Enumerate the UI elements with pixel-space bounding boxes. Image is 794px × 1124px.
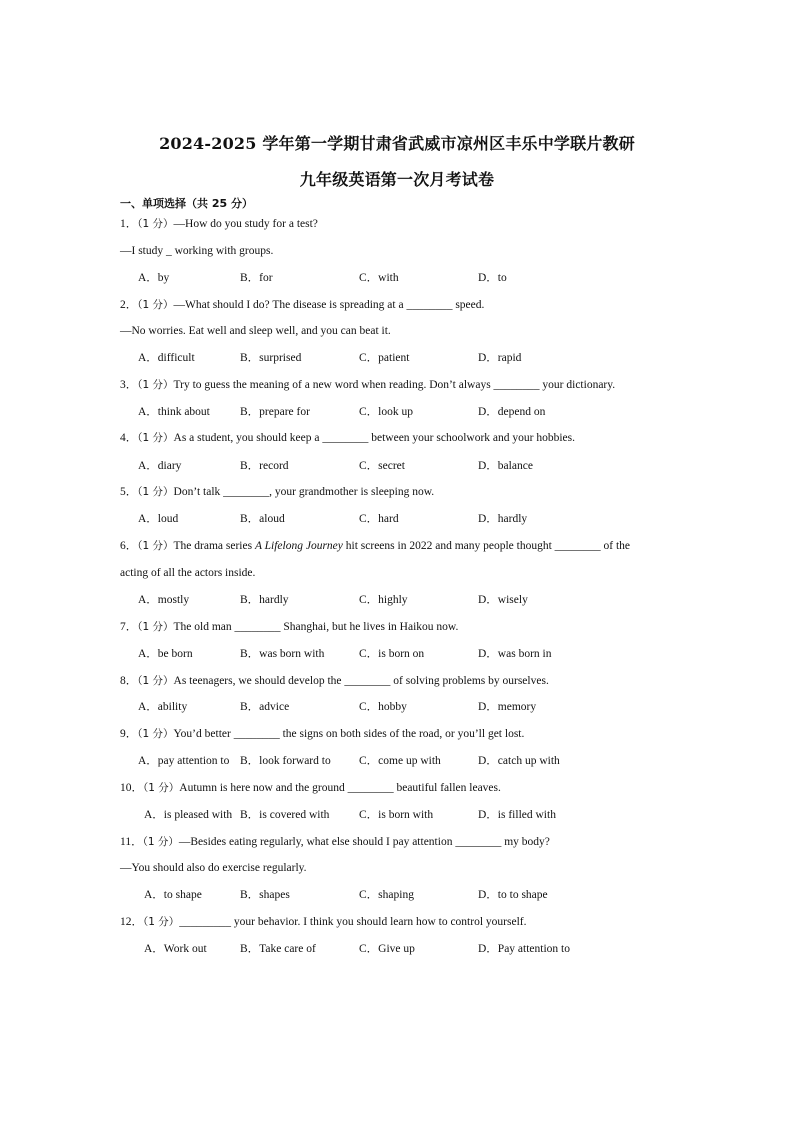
question-8-stem: 8．（1 分）As teenagers, we should develop the ________ of solving problems by ourselves. [120, 675, 549, 687]
option-b: B．Take care of [240, 943, 316, 955]
option-b: B．record [240, 460, 289, 472]
option-c: C．with [359, 272, 399, 284]
option-a: A．ability [138, 701, 188, 713]
question-9-stem: 9．（1 分）You’d better ________ the signs on both sides of the road, or you’ll get lost. [120, 728, 525, 740]
question-6-stem-cont: acting of all the actors inside. [120, 567, 256, 579]
option-c: C．look up [359, 406, 413, 418]
question-1-stem: 1．（1 分）—How do you study for a test? [120, 218, 318, 230]
option-c: C．is born on [359, 648, 425, 660]
question-5-stem: 5．（1 分）Don’t talk ________, your grandmother is sleeping now. [120, 486, 435, 498]
question-8-options [138, 700, 698, 714]
option-a: A．difficult [138, 352, 195, 364]
option-d: D．is filled with [478, 809, 556, 821]
option-d: D．catch up with [478, 755, 560, 767]
option-b: B．shapes [240, 889, 290, 901]
option-d: D．balance [478, 460, 533, 472]
option-b: B．prepare for [240, 406, 310, 418]
option-c: C．hobby [359, 701, 407, 713]
option-d: D．to to shape [478, 889, 548, 901]
question-11-reply: —You should also do exercise regularly. [120, 862, 307, 874]
question-7-options [138, 647, 698, 661]
option-a: A．diary [138, 460, 182, 472]
option-d: D．was born in [478, 648, 552, 660]
question-11-stem: 11．（1 分）—Besides eating regularly, what else should I pay attention ________ my body? [120, 836, 550, 848]
option-c: C．come up with [359, 755, 441, 767]
question-6-options [138, 593, 698, 607]
option-c: C．Give up [359, 943, 415, 955]
option-b: B．for [240, 272, 273, 284]
option-d: D．rapid [478, 352, 522, 364]
question-12-options [144, 942, 704, 956]
option-a: A．Work out [144, 943, 207, 955]
question-1-options [138, 271, 698, 285]
option-a: A．pay attention to [138, 755, 230, 767]
question-3-options [138, 405, 698, 419]
option-c: C．is born with [359, 809, 434, 821]
option-b: B．was born with [240, 648, 325, 660]
option-a: A．by [138, 272, 170, 284]
option-d: D．Pay attention to [478, 943, 570, 955]
drama-title: A Lifelong Journey [254, 540, 343, 552]
option-b: B．hardly [240, 594, 289, 606]
question-9-options [138, 754, 698, 768]
question-2-reply: —No worries. Eat well and sleep well, and you can beat it. [120, 325, 391, 337]
question-1-reply: —I study _ working with groups. [120, 245, 274, 257]
option-c: C．hard [359, 513, 399, 525]
question-2-options [138, 351, 698, 365]
option-c: C．patient [359, 352, 410, 364]
question-12-stem: 12．（1 分）_________ your behavior. I think you should learn how to control yourself. [120, 916, 527, 928]
option-b: B．surprised [240, 352, 302, 364]
exam-title-line2: 九年级英语第一次月考试卷 [299, 170, 495, 189]
option-a: A．think about [138, 406, 210, 418]
option-d: D．to [478, 272, 507, 284]
question-5-options [138, 512, 698, 526]
option-d: D．hardly [478, 513, 528, 525]
question-11-options [144, 888, 704, 902]
option-b: B．advice [240, 701, 290, 713]
option-b: B．look forward to [240, 755, 331, 767]
question-6-stem: 6．（1 分）The drama series A Lifelong Journey hit screens in 2022 and many people thought ________ of the [120, 540, 631, 552]
question-2-stem: 2．（1 分）—What should I do? The disease is spreading at a ________ speed. [120, 299, 485, 311]
option-b: B．aloud [240, 513, 285, 525]
option-a: A．loud [138, 513, 179, 525]
question-7-stem: 7．（1 分）The old man ________ Shanghai, but he lives in Haikou now. [120, 621, 459, 633]
option-d: D．wisely [478, 594, 528, 606]
option-c: C．secret [359, 460, 405, 472]
option-a: A．mostly [138, 594, 190, 606]
option-b: B．is covered with [240, 809, 330, 821]
question-4-stem: 4．（1 分）As a student, you should keep a ________ between your schoolwork and your hobbies. [120, 432, 576, 444]
question-10-stem: 10．（1 分）Autumn is here now and the ground ________ beautiful fallen leaves. [120, 782, 501, 794]
option-d: D．depend on [478, 406, 546, 418]
question-3-stem: 3．（1 分）Try to guess the meaning of a new word when reading. Don’t always ________ your dictionary. [120, 379, 616, 391]
option-d: D．memory [478, 701, 537, 713]
option-a: A．to shape [144, 889, 202, 901]
section-heading: 一、单项选择（共 25 分） [120, 197, 253, 210]
question-4-options [138, 459, 698, 473]
option-a: A．is pleased with [144, 809, 233, 821]
question-10-options [144, 808, 704, 822]
option-a: A．be born [138, 648, 193, 660]
option-c: C．shaping [359, 889, 414, 901]
exam-title-line1: 2024-2025 学年第一学期甘肃省武威市凉州区丰乐中学联片教研 [159, 134, 635, 153]
option-c: C．highly [359, 594, 408, 606]
